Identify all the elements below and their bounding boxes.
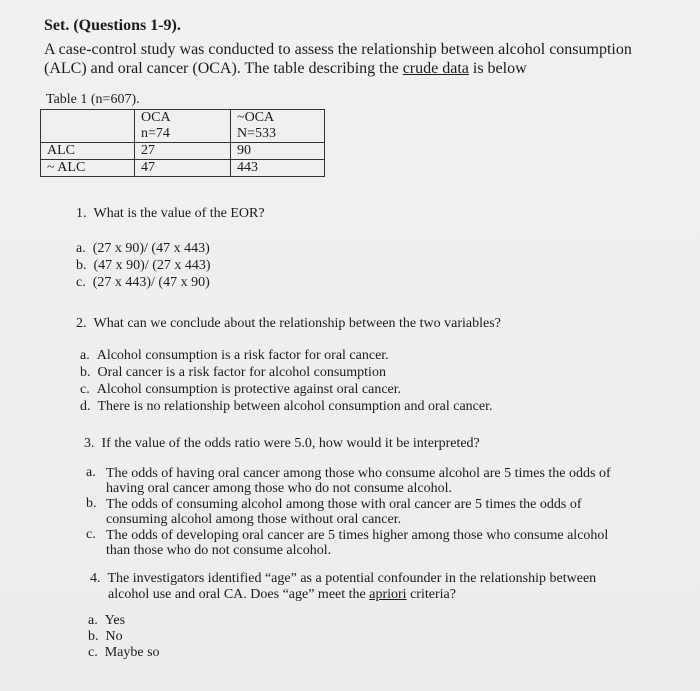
- option-text: Alcohol consumption is a risk factor for oral cancer.: [96, 348, 389, 363]
- q3-option-a[interactable]: [86, 466, 636, 496]
- q4-option-c[interactable]: [88, 646, 160, 660]
- question-4: [90, 571, 596, 587]
- option-letter: a.: [88, 613, 98, 628]
- q2-option-a[interactable]: [80, 349, 389, 363]
- table-cell: 27: [135, 143, 231, 160]
- option-text: The odds of consuming alcohol among those with oral cancer are 5 times the odds of consuming alcohol among those without oral cancer.: [106, 497, 582, 527]
- table-corner-cell: [41, 126, 135, 143]
- question-text: The investigators identified “age” as a potential confounder in the relationship between: [107, 571, 597, 586]
- header-oca: OCA: [135, 110, 231, 127]
- question-text: alcohol use and oral CA. Does “age” meet the: [108, 587, 370, 602]
- table-cell: 90: [231, 143, 325, 160]
- option-text: (47 x 90)/ (27 x 443): [93, 258, 211, 273]
- intro-suffix: is below: [468, 60, 527, 77]
- q1-option-a[interactable]: [76, 242, 210, 256]
- question-2: [76, 316, 501, 332]
- intro-line-2: [44, 59, 527, 78]
- intro-prefix: (ALC) and oral cancer (OCA). The table describing the: [44, 60, 403, 77]
- option-letter: b.: [80, 365, 91, 380]
- question-number: 1.: [76, 206, 87, 221]
- question-text: What is the value of the EOR?: [93, 206, 265, 221]
- option-letter: b.: [88, 629, 99, 644]
- header-not-oca: ~OCA: [231, 110, 325, 127]
- crude-data-table: [40, 109, 325, 177]
- option-letter: d.: [80, 399, 91, 414]
- option-text: There is no relationship between alcohol consumption and oral cancer.: [97, 399, 493, 414]
- option-letter: b.: [86, 496, 97, 511]
- q2-option-d[interactable]: [80, 400, 492, 414]
- option-text: (27 x 90)/ (47 x 443): [92, 241, 210, 256]
- row-label-not-alc: ~ ALC: [41, 160, 135, 177]
- option-text: The odds of developing oral cancer are 5 times higher among those who consume alcohol than those who do not consume alcohol.: [106, 528, 609, 558]
- apriori-term: apriori: [369, 587, 407, 602]
- option-text: Oral cancer is a risk factor for alcohol consumption: [97, 365, 386, 380]
- table-corner-cell: [41, 110, 135, 127]
- table-header-row: [41, 110, 325, 127]
- question-3: [84, 436, 480, 452]
- option-text: Maybe so: [104, 645, 160, 660]
- option-letter: c.: [80, 382, 90, 397]
- question-1: [76, 206, 265, 222]
- question-number: 4.: [90, 571, 101, 586]
- header-not-oca-count: N=533: [231, 126, 325, 143]
- table-cell: 443: [231, 160, 325, 177]
- q1-option-c[interactable]: [76, 276, 210, 290]
- option-letter: a.: [76, 241, 86, 256]
- set-title: Set. (Questions 1-9).: [44, 17, 181, 34]
- header-oca-count: n=74: [135, 126, 231, 143]
- table-row: [41, 143, 325, 160]
- option-text: Alcohol consumption is protective against oral cancer.: [96, 382, 402, 397]
- question-number: 2.: [76, 316, 87, 331]
- q3-option-c[interactable]: [86, 528, 636, 558]
- q2-option-c[interactable]: [80, 383, 401, 397]
- option-letter: c.: [86, 527, 96, 542]
- option-letter: a.: [86, 465, 96, 480]
- question-number: 3.: [84, 436, 95, 451]
- question-text: criteria?: [406, 587, 456, 602]
- crude-data-link: crude data: [402, 60, 469, 77]
- table-cell: 47: [135, 160, 231, 177]
- table-header-row: [41, 126, 325, 143]
- option-letter: a.: [80, 348, 90, 363]
- question-text: If the value of the odds ratio were 5.0, how would it be interpreted?: [101, 436, 480, 451]
- row-label-alc: ALC: [41, 143, 135, 160]
- question-4-line-2: [108, 587, 456, 603]
- q4-option-b[interactable]: [88, 630, 123, 644]
- option-text: Yes: [104, 613, 126, 628]
- table-caption: Table 1 (n=607).: [46, 92, 140, 107]
- question-text: What can we conclude about the relationship between the two variables?: [93, 316, 501, 331]
- option-letter: b.: [76, 258, 87, 273]
- q2-option-b[interactable]: [80, 366, 386, 380]
- table-row: [41, 160, 325, 177]
- q3-option-b[interactable]: [86, 497, 636, 527]
- option-text: The odds of having oral cancer among those who consume alcohol are 5 times the odds of having oral cancer among those who do not consume alcohol.: [106, 466, 611, 496]
- option-letter: c.: [76, 275, 86, 290]
- option-text: No: [105, 629, 123, 644]
- option-text: (27 x 443)/ (47 x 90): [92, 275, 210, 290]
- q1-option-b[interactable]: [76, 259, 211, 273]
- q4-option-a[interactable]: [88, 614, 125, 628]
- option-letter: c.: [88, 645, 98, 660]
- intro-line-1: A case-control study was conducted to assess the relationship between alcohol consumption: [44, 41, 632, 58]
